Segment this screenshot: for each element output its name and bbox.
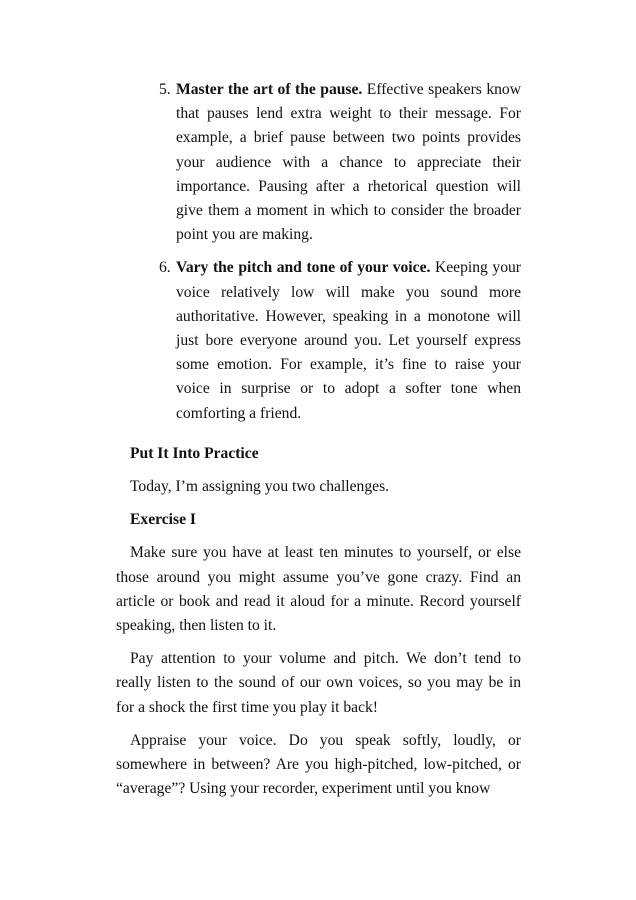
list-item-number: 6.: [159, 259, 171, 277]
list-item-title: Vary the pitch and tone of your voice.: [176, 259, 431, 277]
list-item: [159, 78, 521, 247]
exercise-heading: Exercise I: [130, 511, 196, 529]
list-item-text: Keeping your voice relatively low will make you sound more authoritative. However, speaking in a monotone will just bore everyone around you. Let yourself express some emotion. For example, it’s fine to raise your voice in surprise or to adopt a softer tone when comforting a friend.: [176, 259, 521, 422]
numbered-list: [116, 78, 521, 426]
list-item-text: Effective speakers know that pauses lend extra weight to their message. For example, a brief pause between two points provides your audience with a chance to appreciate their importance. Pausing after a rhetorical question will give them a moment in which to consider the broader point you are making.: [176, 81, 521, 244]
section-heading: Put It Into Practice: [130, 444, 259, 462]
list-item-title: Master the art of the pause.: [176, 81, 363, 98]
page-content: [116, 78, 521, 810]
list-item-body: [176, 78, 521, 247]
section-intro: Today, I’m assigning you two challenges.: [130, 478, 390, 496]
exercise-paragraph: Pay attention to your volume and pitch. We don’t tend to really listen to the sound of our own voices, so you may be in for a shock the first time you play it back!: [116, 650, 521, 716]
exercise-paragraph: Make sure you have at least ten minutes to yourself, or else those around you might assume you’ve gone crazy. Find an article or book and read it aloud for a minute. Record yourself speaking, then listen to it.: [116, 544, 521, 635]
list-item-body: [176, 256, 521, 425]
list-item: [159, 256, 521, 425]
exercise-paragraph: Appraise your voice. Do you speak softly, loudly, or somewhere in between? Are you high-pitched, low-pitched, or “average”? Using your recorder, experiment until you know: [116, 731, 521, 798]
list-item-number: 5.: [159, 81, 171, 98]
